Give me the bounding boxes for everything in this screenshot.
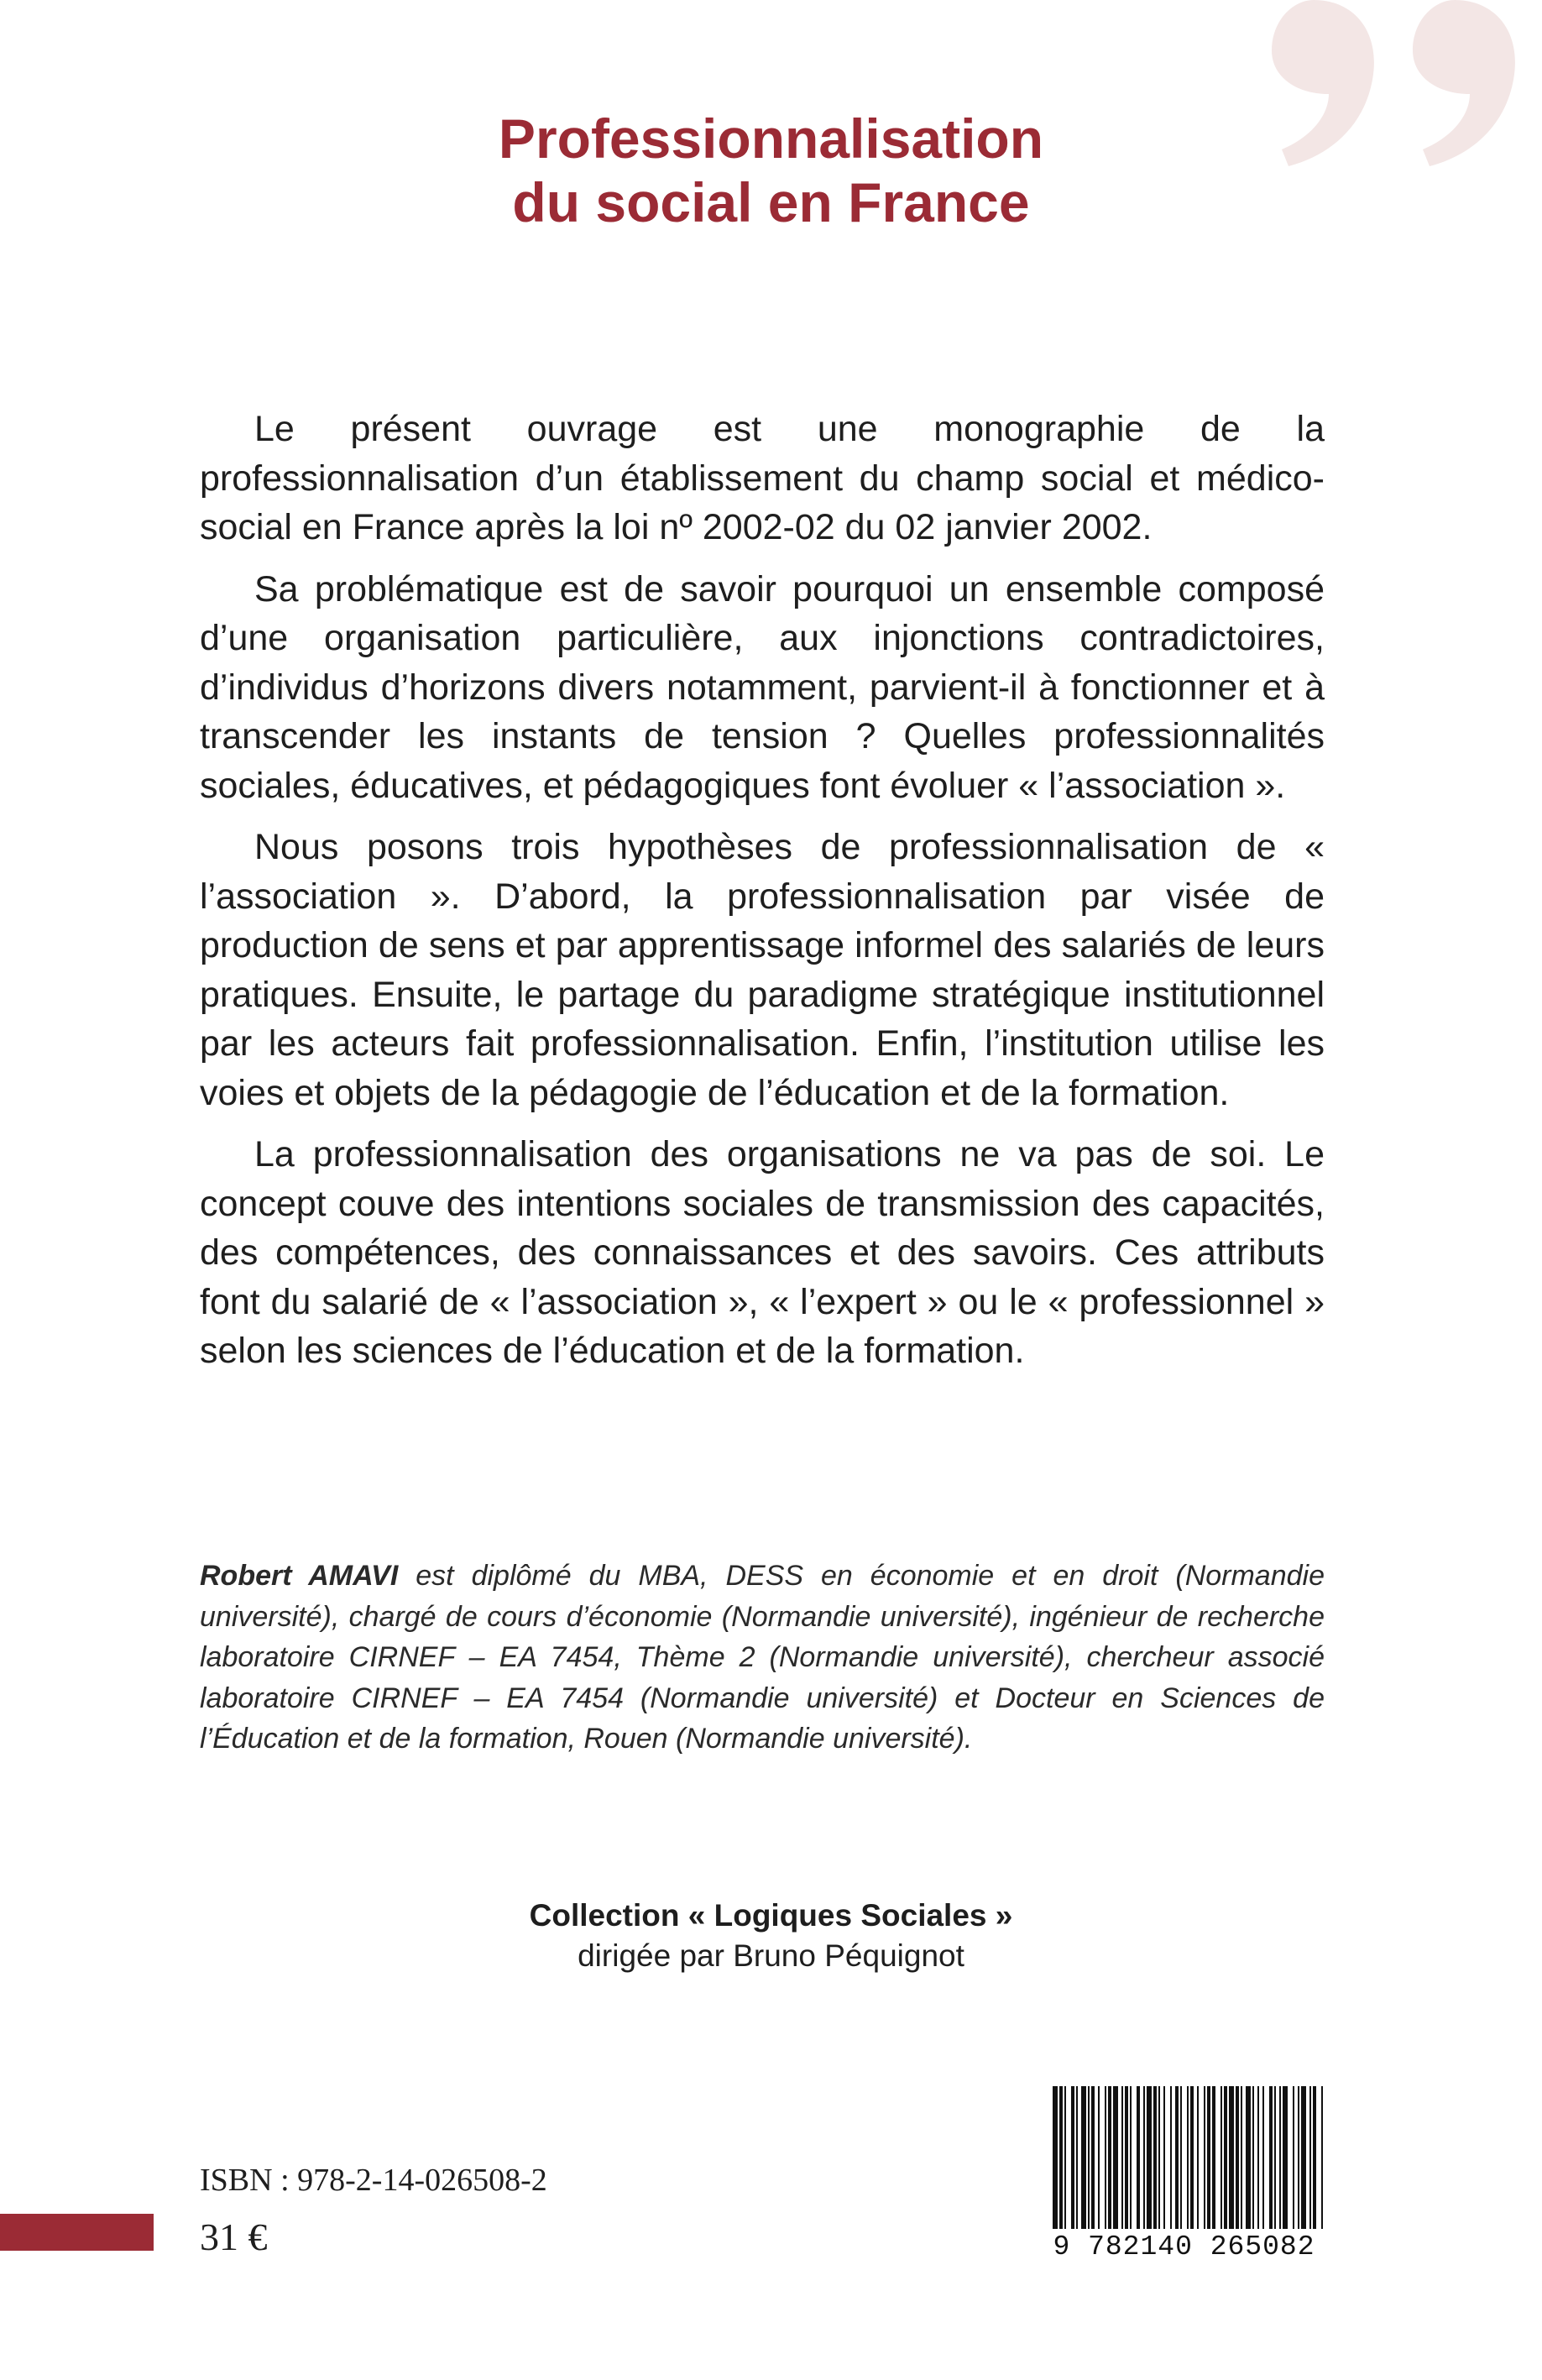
barcode-bar — [1143, 2086, 1145, 2229]
barcode-bar — [1293, 2086, 1294, 2229]
book-title — [0, 107, 1542, 235]
barcode-bar — [1197, 2086, 1199, 2229]
author-name: Robert AMAVI — [200, 1560, 399, 1592]
barcode-bar — [1207, 2086, 1210, 2229]
barcode-bar — [1088, 2086, 1090, 2229]
barcode-bar — [1125, 2086, 1128, 2229]
author-bio-text: est diplômé du MBA, DESS en économie et en droit (Normandie université), chargé de cours d’économie (Normandie université), ingénieur de recherche laboratoire CIRNEF – EA 7454, Thème 2 (Normandie université), chercheur associé laboratoire CIRNEF – EA 7454 (Normandie université) et Docteur en Sciences de l’Éducation et de la formation, Rouen (Normandie université). — [200, 1560, 1325, 1755]
barcode-digits: 9 782140 265082 — [1053, 2231, 1315, 2262]
summary-text — [200, 405, 1325, 1389]
book-title-line-1: Professionnalisation — [498, 107, 1044, 170]
barcode-bar — [1279, 2086, 1281, 2229]
barcode-bar — [1108, 2086, 1111, 2229]
summary-paragraph: Le présent ouvrage est une monographie de la professionnalisation d’un établissement du champ social et médico-social en France après la loi nº 2002-02 du 02 janvier 2002. — [200, 409, 1325, 547]
barcode-bar — [1298, 2086, 1299, 2229]
barcode-bar — [1236, 2086, 1239, 2229]
barcode-icon — [1049, 2086, 1326, 2229]
barcode-bar — [1269, 2086, 1273, 2229]
barcode-bar — [1274, 2086, 1276, 2229]
barcode-bar — [1071, 2086, 1074, 2229]
barcode-bar — [1076, 2086, 1078, 2229]
price-text: 31 € — [200, 2215, 268, 2258]
barcode-bar — [1098, 2086, 1100, 2229]
barcode-bar — [1105, 2086, 1106, 2229]
barcode-bar — [1113, 2086, 1118, 2229]
barcode-bar — [1170, 2086, 1172, 2229]
barcode-bar — [1221, 2086, 1222, 2229]
barcode-bar — [1252, 2086, 1254, 2229]
barcode-bar — [1257, 2086, 1259, 2229]
barcode-bar — [1175, 2086, 1179, 2229]
barcode-bar — [1313, 2086, 1316, 2229]
barcode-bar — [1301, 2086, 1306, 2229]
barcode-bar — [1064, 2086, 1066, 2229]
book-title-line-2: du social en France — [512, 170, 1030, 233]
barcode-bar — [1190, 2086, 1194, 2229]
barcode-bar — [1229, 2086, 1234, 2229]
collection-info — [0, 1896, 1542, 1976]
barcode-bar — [1262, 2086, 1264, 2229]
barcode-bar — [1158, 2086, 1160, 2229]
barcode-bar — [1212, 2086, 1215, 2229]
barcode-bar — [1059, 2086, 1063, 2229]
summary-paragraph: La professionnalisation des organisations ne va pas de soi. Le concept couve des intentions sociales de transmission des capacités, des compétences, des connaissances et des savoirs. Ces attributs font du salarié de « l’association », « l’expert » ou le « professionnel » selon les sciences de l’éducation et de la formation. — [200, 1134, 1325, 1371]
barcode-bar — [1153, 2086, 1157, 2229]
barcode-bar — [1091, 2086, 1095, 2229]
barcode-bar — [1121, 2086, 1123, 2229]
barcode-bar — [1187, 2086, 1189, 2229]
barcode-bar — [1163, 2086, 1165, 2229]
barcode-bar — [1147, 2086, 1152, 2229]
barcode-bar — [1081, 2086, 1086, 2229]
author-bio — [200, 1556, 1325, 1760]
summary-paragraph: Nous posons trois hypothèses de professionnalisation de « l’association ». D’abord, la professionnalisation par visée de production de sens et par apprentissage informel des salariés de leurs pratiques. Ensuite, le partage du paradigme stratégique institutionnel par les acteurs fait professionnalisation. Enfin, l’institution utilise les voies et objets de la pédagogie de l’éducation et de la formation. — [200, 827, 1325, 1113]
barcode-bar — [1283, 2086, 1288, 2229]
barcode-bar — [1241, 2086, 1242, 2229]
red-band-decoration — [0, 2214, 154, 2251]
barcode-bar — [1053, 2086, 1058, 2229]
barcode-bar — [1130, 2086, 1132, 2229]
barcode-bar — [1321, 2086, 1323, 2229]
collection-name: Collection « Logiques Sociales » — [529, 1898, 1013, 1933]
summary-paragraph: Sa problématique est de savoir pourquoi un ensemble composé d’une organisation particulière, aux injonctions contradictoires, d’individus d’horizons divers notamment, parvient-il à fonctionner et à transcender les instants de tension ? Quelles professionnalités sociales, éducatives, et pédagogiques font évoluer « l’association ». — [200, 568, 1325, 806]
collection-director: dirigée par Bruno Péquignot — [578, 1938, 964, 1973]
barcode-bar — [1224, 2086, 1227, 2229]
barcode-bar — [1309, 2086, 1311, 2229]
barcode-bar — [1246, 2086, 1251, 2229]
barcode-bar — [1204, 2086, 1205, 2229]
barcode-bar — [1180, 2086, 1182, 2229]
isbn-text: ISBN : 978-2-14-026508-2 — [200, 2163, 547, 2198]
barcode-bar — [1137, 2086, 1140, 2229]
